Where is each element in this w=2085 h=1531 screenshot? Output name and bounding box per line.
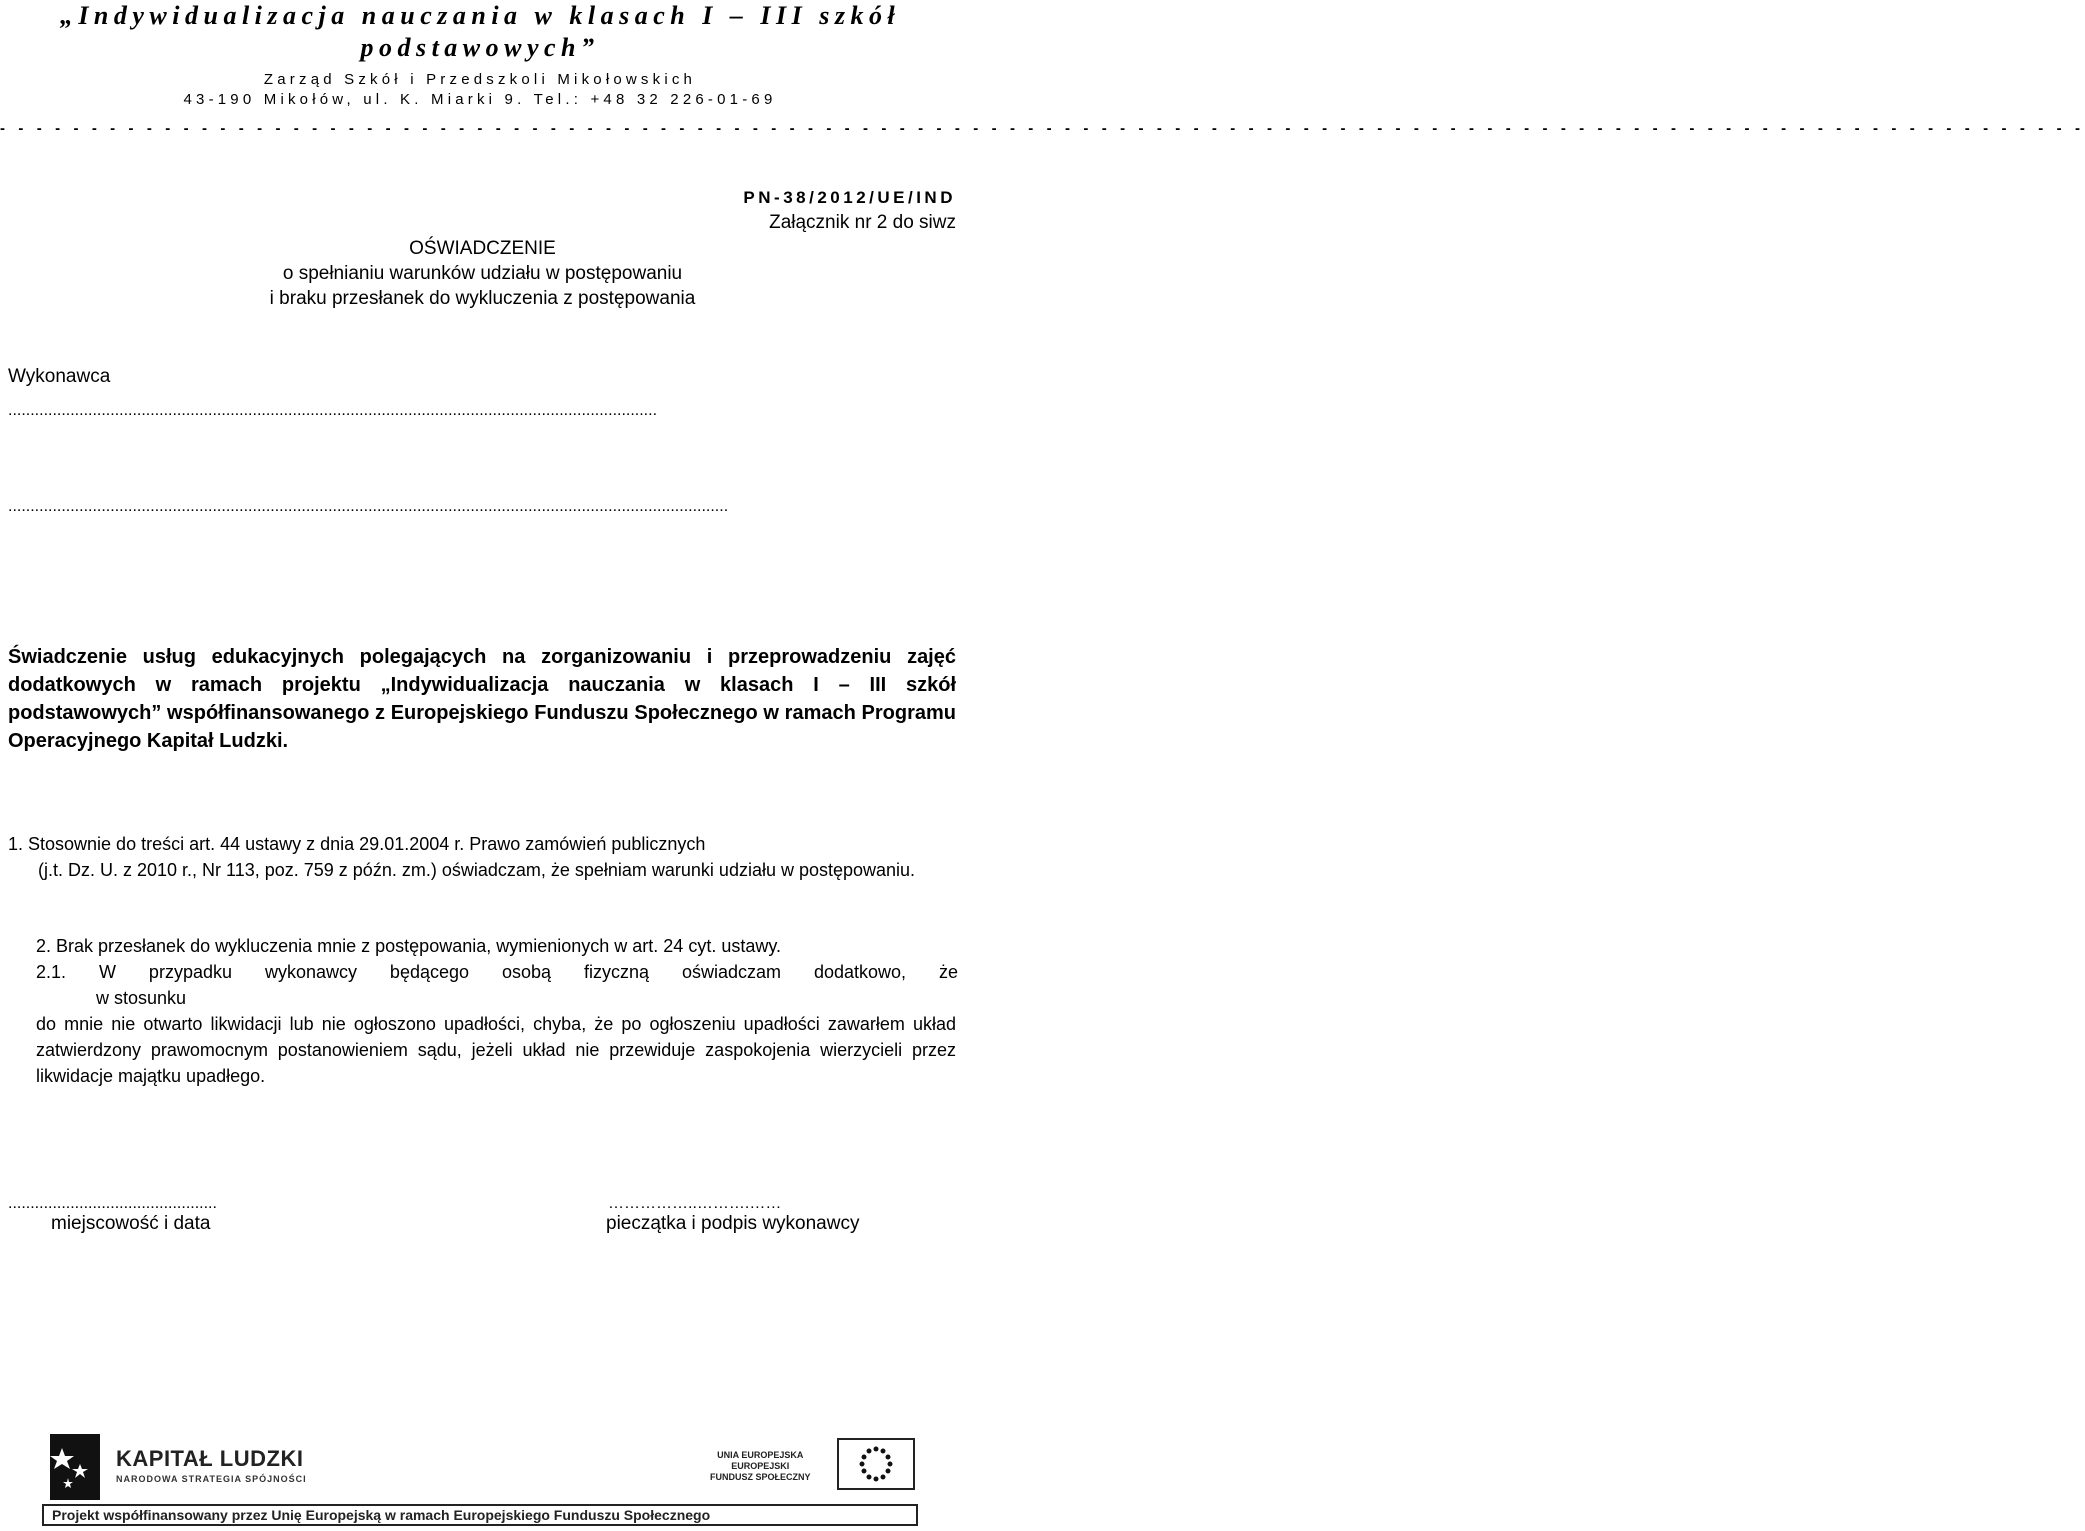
header-organization: Zarząd Szkół i Przedszkoli Mikołowskich — [263, 71, 697, 88]
item-2-1-body: do mnie nie otwarto likwidacji lub nie ogłoszono upadłości, chyba, że po ogłoszeniu upadłości zawarłem układ zatwierdzony prawomocnym postanowieniem sądu, jeżeli układ nie przewiduje zaspokojenia wierzycieli przez likwidacje majątku upadłego. — [36, 1014, 956, 1086]
place-date-label: miejscowość i data — [51, 1213, 211, 1234]
attachment-label: Załącznik nr 2 do siwz — [769, 212, 956, 233]
reference-number: PN-38/2012/UE/IND — [743, 188, 956, 207]
place-date-dots: ............................................... — [8, 1195, 217, 1212]
item-2-1-line1: 2.1. W przypadku wykonawcy będącego osobą fizyczną oświadczam dodatkowo, że — [36, 962, 958, 982]
header-address: 43-190 Mikołów, ul. K. Miarki 9. Tel.: +48 32 226-01-69 — [183, 91, 777, 108]
subject-paragraph: Świadczenie usług edukacyjnych polegających na zorganizowaniu i przeprowadzeniu zajęć dodatkowych w ramach projektu „Indywidualizacja nauczania w klasach I – III szkół podstawowych” współfinansowanego z Europejskiego Funduszu Społecznego w ramach Programu Operacyjnego Kapitał Ludzki. — [8, 646, 956, 752]
item-1 — [8, 831, 958, 883]
item-2-1-line2: w stosunku — [96, 988, 187, 1008]
declaration-heading — [230, 236, 735, 311]
declaration-title: OŚWIADCZENIE — [409, 238, 556, 259]
contractor-dots-line2: .................................................................................................................................................................. — [8, 498, 729, 515]
declaration-line3: i braku przesłanek do wykluczenia z postępowania — [269, 288, 696, 309]
kapital-ludzki-logo — [50, 1434, 100, 1500]
item-1-line2: (j.t. Dz. U. z 2010 r., Nr 113, poz. 759 z późn. zm.) oświadczam, że spełniam warunki udziału w postępowaniu. — [38, 860, 916, 880]
item-1-line1: 1. Stosownie do treści art. 44 ustawy z dnia 29.01.2004 r. Prawo zamówień publicznych — [8, 834, 706, 854]
declaration-line2: o spełnianiu warunków udziału w postępowaniu — [282, 263, 683, 284]
signature-dots: ……………..……….…… — [608, 1195, 782, 1212]
kapital-ludzki-title: KAPITAŁ LUDZKI — [116, 1446, 304, 1471]
eu-text — [710, 1450, 811, 1483]
eu-line2: EUROPEJSKI — [731, 1461, 790, 1471]
header-separator: - - - - - - - - - - - - - - - - - - - - - - - - - - - - - - - - - - - - - - - - - - - - - - - - - - - - - - - - - - - - - - - - - - - - - - - - - - - - - - - - - - - - - - - - - - - - - - - - - - - - - - - - - - - - - - - - - - — [0, 120, 2085, 137]
kapital-ludzki-emblem-icon — [50, 1434, 100, 1500]
eu-line3: FUNDUSZ SPOŁECZNY — [710, 1472, 811, 1482]
eu-line1: UNIA EUROPEJSKA — [717, 1450, 804, 1460]
footer-logos — [42, 1424, 918, 1528]
contractor-dots-line1: .................................................................................................................................................. — [8, 402, 658, 419]
item-2-text: 2. Brak przesłanek do wykluczenia mnie z postępowania, wymienionych w art. 24 cyt. ustawy. — [36, 936, 782, 956]
header-title-line2: podstawowych” — [360, 33, 600, 62]
contractor-label: Wykonawca — [8, 366, 111, 387]
header-title-line1: „Indywidualizacja nauczania w klasach I – III szkół — [59, 1, 901, 30]
eu-flag-icon — [837, 1438, 915, 1490]
kapital-ludzki-subtitle: NARODOWA STRATEGIA SPÓJNOŚCI — [116, 1474, 307, 1484]
signature-label: pieczątka i podpis wykonawcy — [606, 1213, 860, 1234]
project-funding-line: Projekt współfinansowany przez Unię Europejską w ramach Europejskiego Funduszu Społecznego — [42, 1504, 918, 1526]
item-2 — [8, 933, 958, 1089]
